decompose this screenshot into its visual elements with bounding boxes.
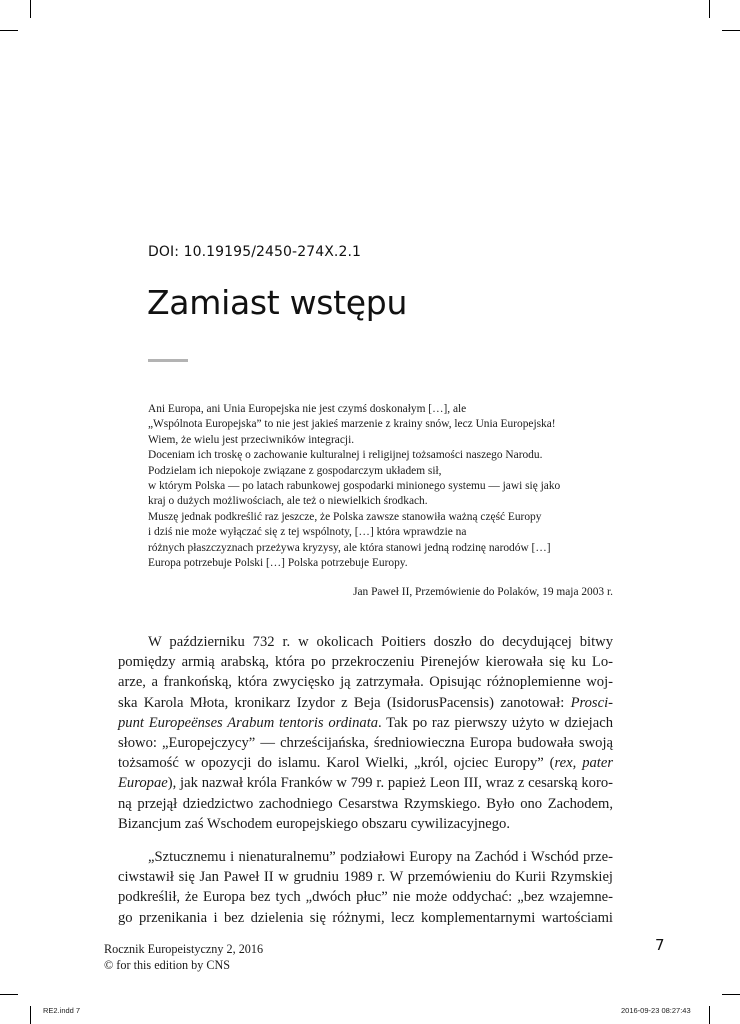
- text-line: Bizancjum zaś Wschodem europejskiego obszaru cywilizacyjnego.: [118, 815, 511, 832]
- body-text: [118, 632, 613, 928]
- motto-line: Podzielam ich niepokoje związane z gospodarczym układem sił,: [148, 464, 442, 477]
- crop-mark: [722, 30, 740, 31]
- motto-line: i dziś nie może wyłączać się z tej wspólnoty, […] która wprawdzie na: [148, 526, 467, 539]
- motto-line: Ani Europa, ani Unia Europejska nie jest czymś doskonałym […], ale: [148, 403, 467, 415]
- paragraph: [118, 632, 613, 834]
- text-line: „Sztucznemu i nienaturalnemu” podziałowi Europy na Zachód i Wschód prze-: [148, 849, 613, 866]
- text-line: [118, 713, 613, 733]
- text-run: ), jak nazwał króla Franków w 799 r. papież Leon III, wraz z cesarską koro-: [167, 775, 613, 792]
- text-line: ną przejął dziedzictwo zachodniego Cesarstwa Rzymskiego. Było ono Zachodem,: [118, 795, 613, 812]
- text-line: pomiędzy armią arabską, która po przekroczeniu Pirenejów kierowała się ku Lo-: [118, 654, 613, 671]
- crop-mark: [30, 1006, 31, 1024]
- crop-mark: [709, 1006, 710, 1024]
- motto-line: „Wspólnota Europejska” to nie jest jakieś marzenie z krainy snów, lecz Unia Europejska!: [148, 418, 556, 431]
- text-line: [118, 773, 613, 793]
- latin-quote: Prosci-: [570, 694, 613, 711]
- slug-timestamp: 2016-09-23 08:27:43: [621, 1006, 691, 1015]
- chapter-title: Zamiast wstępu: [147, 283, 408, 322]
- text-line: go przenikania i bez dzielenia się różnymi, lecz komplementarnymi wartościami: [118, 909, 613, 926]
- slug-filename: RE2.indd 7: [43, 1006, 81, 1015]
- crop-mark: [709, 0, 710, 18]
- text-line: podkreślił, że Europa bez tych „dwóch płuc” nie może oddychać: „bez wzajemne-: [118, 889, 613, 906]
- text-line: słowo: „Europejczycy” — chrześcijańska, średniowieczna Europa budowała swoją: [118, 735, 613, 752]
- journal-info: [104, 942, 263, 973]
- paragraph-gap: [118, 834, 613, 847]
- motto-line: w którym Polska — po latach rabunkowej gospodarki minionego systemu — jawi się jako: [148, 480, 561, 493]
- crop-mark: [722, 994, 740, 995]
- motto-line: Europa potrzebuje Polski […] Polska potrzebuje Europy.: [148, 557, 408, 570]
- journal-name: Rocznik Europeistyczny 2, 2016: [104, 942, 264, 956]
- text-run: ska Karola Młota, kronikarz Izydor z Beja (IsidorusPacensis) zanotował:: [118, 694, 571, 711]
- crop-mark: [30, 0, 31, 18]
- title-rule: [148, 359, 188, 362]
- motto-line: Doceniam ich troskę o zachowanie kulturalnej i religijnej tożsamości naszego Narodu.: [148, 449, 543, 462]
- text-line: arze, a frankońską, która zwycięsko ją zatrzymała. Opisując różnoplemienne woj-: [118, 674, 613, 691]
- crop-mark: [0, 994, 18, 995]
- motto-line: Muszę jednak podkreślić raz jeszcze, że Polska zawsze stanowiła ważną część Europy: [148, 510, 542, 523]
- motto-attribution: Jan Paweł II, Przemówienie do Polaków, 19 maja 2003 r.: [353, 586, 613, 598]
- text-line: [118, 753, 613, 773]
- motto-line: Wiem, że wielu jest przeciwników integracji.: [148, 433, 355, 446]
- text-line: W październiku 732 r. w okolicach Poitiers doszło do decydującej bitwy: [148, 634, 613, 650]
- page-number: 7: [655, 936, 665, 954]
- motto-quote: [148, 402, 623, 571]
- doi-identifier: DOI: 10.19195/2450-274X.2.1: [148, 244, 362, 260]
- motto-line: różnych płaszczyznach przeżywa kryzysy, ale która stanowi jedną rodzinę narodów […]: [148, 541, 551, 554]
- text-line: [118, 693, 613, 713]
- latin-phrase: Europae: [118, 775, 168, 792]
- text-run: tożsamość w opozycji do islamu. Karol Wielki, „król, ojciec Europy” (: [118, 755, 555, 772]
- latin-phrase: rex, pater: [554, 755, 614, 772]
- text-line: ciwstawił się Jan Paweł II w grudniu 1989 r. W przemówieniu do Kurii Rzymskiej: [118, 869, 613, 886]
- text-run: . Tak po raz pierwszy użyto w dziejach: [378, 714, 613, 731]
- motto-line: kraj o dużych możliwościach, ale też o niewielkich środkach.: [148, 495, 428, 508]
- latin-quote: punt Europeënses Arabum tentoris ordinata: [118, 714, 379, 731]
- copyright-notice: © for this edition by CNS: [104, 957, 231, 972]
- crop-mark: [0, 30, 18, 31]
- paragraph: [118, 847, 613, 928]
